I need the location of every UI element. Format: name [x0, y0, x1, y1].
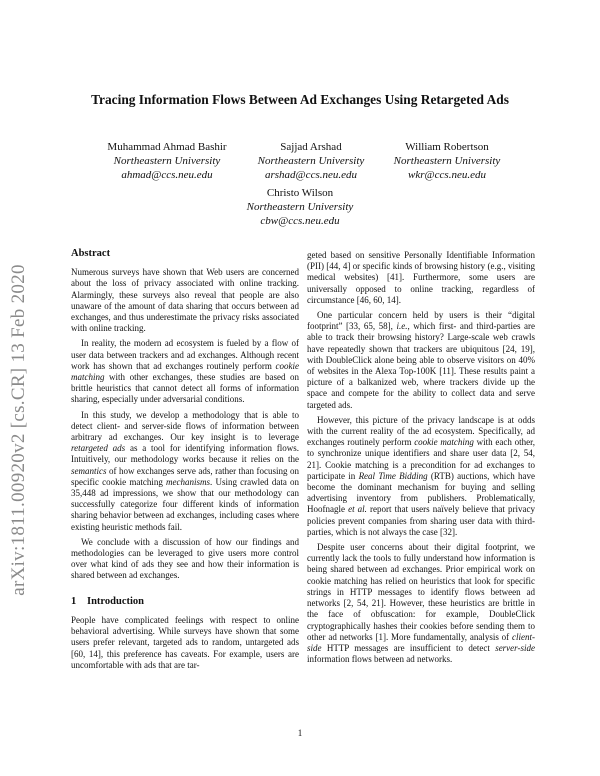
abstract-paragraph: Numerous surveys have shown that Web users are concerned about the loss of privacy associated with online tracking. Alarmingly, these surveys also reveal that people are also unaware of the amount of data sharing that occurs between ad exchanges, and thus underestimate the privacy risks associated with online tracking. — [71, 267, 299, 334]
abstract-paragraph: We conclude with a discussion of how our findings and methodologies can be leveraged to give users more control over what kind of ads they see and how their information is shared between ad exchanges. — [71, 536, 299, 581]
author-name: Sajjad Arshad — [280, 141, 342, 153]
section-heading-introduction — [71, 596, 299, 607]
author-name: William Robertson — [405, 141, 489, 153]
author-affiliation: Northeastern University — [113, 155, 221, 167]
author-affiliation: Northeastern University — [393, 155, 501, 167]
body-paragraph: geted based on sensitive Personally Identifiable Information (PII) [44, 4] or specific kinds of browsing history (e.g., visiting medical websites) [41]. Furthermore, some users are universally opposed to online tracking, regardless of circumstance [46, 60, 14]. — [307, 250, 535, 305]
body-paragraph: However, this picture of the privacy landscape is at odds with the current reality of the ad ecosystem. Specifically, ad exchanges routinely perform cookie matching with each other, to synchronize unique identifiers and share user data [2, 54, 21]. Cookie matching is a precondition for ad exchanges to participate in Real Time Bidding (RTB) auctions, which have become the dominant mechanism for buying and selling advertising inventory from publishers. Problematically, Hoofnagle et al. report that users naïvely believe that privacy policies prevent companies from sharing user data with third-parties, which is not always the case [32]. — [307, 414, 535, 537]
author-name: Christo Wilson — [266, 187, 334, 199]
author-affiliation: Northeastern University — [246, 201, 354, 213]
author-email: ahmad@ccs.neu.edu — [121, 169, 213, 181]
author-email: arshad@ccs.neu.edu — [265, 169, 357, 181]
body-paragraph: People have complicated feelings with respect to online behavioral advertising. While surveys have shown that some users prefer relevant, targeted ads to random, untargeted ads [60, 14], this preference has caveats. For example, users are uncomfortable with ads that are tar- — [71, 614, 299, 670]
arxiv-stamp-text: arXiv:1811.00920v2 [cs.CR] 13 Feb 2020 — [8, 264, 29, 596]
page-number: 1 — [297, 728, 303, 738]
author-email: wkr@ccs.neu.edu — [408, 169, 486, 181]
author-affiliation: Northeastern University — [257, 155, 365, 167]
body-paragraph: Despite user concerns about their digital footprint, we currently lack the tools to fully understand how information is being shared between ad exchanges. Prior empirical work on cookie matching has relied on heuristics that look for specific strings in HTTP messages to identify flows between ad networks [2, 54, 21]. However, these heuristics are brittle in the face of obfuscation: for example, DoubleClick cryptographically hashes their cookies before sending them to other ad networks [1]. More fundamentally, analysis of client-side HTTP messages are insufficient to detect server-side information flows between ad networks. — [307, 542, 535, 665]
author-email: cbw@ccs.neu.edu — [260, 215, 340, 227]
left-column — [71, 248, 299, 675]
author-name: Muhammad Ahmad Bashir — [107, 141, 227, 153]
paper-title: Tracing Information Flows Between Ad Exchanges Using Retargeted Ads — [91, 92, 509, 107]
section-number: 1 — [71, 595, 77, 607]
right-column — [307, 250, 535, 669]
abstract-heading: Abstract — [71, 248, 111, 259]
section-title: Introduction — [87, 595, 144, 607]
abstract-paragraph: In reality, the modern ad ecosystem is fueled by a flow of user data between trackers and ad exchanges. Although recent work has shown that ad exchanges routinely perform cookie matching with other exchanges, these studies are based on brittle heuristics that cannot detect all forms of information sharing, especially under adversarial conditions. — [71, 338, 299, 405]
author-block — [215, 186, 385, 228]
author-block — [362, 140, 532, 182]
arxiv-stamp — [6, 210, 32, 650]
body-paragraph: One particular concern held by users is their “digital footprint” [33, 65, 58], i.e., which first- and third-parties are able to track their browsing history? Large-scale web crawls have repeatedly shown that trackers are ubiquitous [24, 19], with DoubleClick alone being able to observe visitors on 40% of websites in the Alexa Top-100K [11]. These results paint a picture of a balkanized web, where trackers divide up the space and compete for the ability to collect data and serve targeted ads. — [307, 310, 535, 410]
abstract-paragraph: In this study, we develop a methodology that is able to detect client- and server-side flows of information between arbitrary ad exchanges. Our key insight is to leverage retargeted ads as a tool for identifying information flows. Intuitively, our methodology works because it relies on the semantics of how exchanges serve ads, rather than focusing on specific cookie matching mechanisms. Using crawled data on 35,448 ad impressions, we show that our methodology can successfully categorize four different kinds of information sharing behavior between ad exchanges, including cases where existing heuristic methods fail. — [71, 409, 299, 532]
